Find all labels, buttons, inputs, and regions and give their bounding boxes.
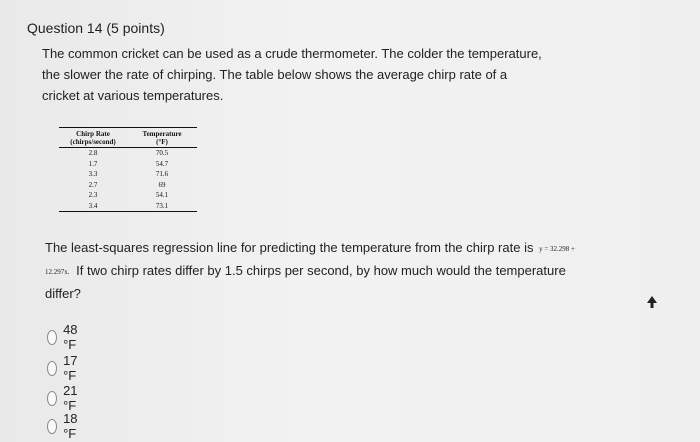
chirp-rate-cell: 3.4 xyxy=(59,201,127,212)
chirp-rate-cell: 1.7 xyxy=(88,159,98,168)
temperature-cell: 54.7 xyxy=(155,159,169,168)
table-row xyxy=(59,201,197,212)
table-row xyxy=(59,169,197,180)
option-17f[interactable] xyxy=(47,353,82,383)
table-row xyxy=(59,180,197,191)
chirp-rate-cell: 2.8 xyxy=(88,149,98,157)
option-label: 17 °F xyxy=(63,353,78,383)
temperature-cell: 70.5 xyxy=(155,149,169,157)
option-label: 21 °F xyxy=(63,383,78,413)
radio-button[interactable] xyxy=(47,361,57,376)
prompt-text-1: The least-squares regression line for predicting the temperature from the chirp rate is xyxy=(45,240,534,255)
question-header: Question 14 (5 points) xyxy=(27,20,165,36)
chirp-rate-cell: 2.3 xyxy=(88,191,98,199)
chirp-temperature-table xyxy=(59,127,197,212)
temperature-cell: 54.1 xyxy=(155,191,169,199)
option-48f[interactable] xyxy=(47,322,82,352)
chirp-rate-cell: 3.3 xyxy=(88,170,98,178)
prompt-text-2: If two chirp rates differ by 1.5 chirps per second, by how much would the temperature differ? xyxy=(45,263,566,301)
option-18f[interactable] xyxy=(47,411,82,441)
col-header-chirp-rate: Chirp Rate xyxy=(59,128,127,139)
col-header-temperature: Temperature xyxy=(127,128,197,139)
table-row xyxy=(59,148,197,159)
question-prompt xyxy=(45,237,585,305)
question-intro: The common cricket can be used as a crude thermometer. The colder the temperature, the slower the rate of chirping. The table below shows the average chirp rate of a cricket at various temperatures. xyxy=(42,46,542,103)
option-label: 48 °F xyxy=(63,322,78,352)
table-row xyxy=(59,190,197,201)
col-header-temperature-unit: (°F) xyxy=(127,138,197,148)
mouse-pointer-icon xyxy=(647,296,657,308)
col-header-chirp-unit: (chirps/second) xyxy=(59,138,127,148)
table-row xyxy=(59,159,197,170)
radio-button[interactable] xyxy=(47,419,57,434)
chirp-rate-cell: 2.7 xyxy=(88,180,98,189)
regression-equation: y = 32.298 + 12.297x. xyxy=(45,245,575,276)
radio-button[interactable] xyxy=(47,330,57,345)
option-label: 18 °F xyxy=(63,411,78,441)
temperature-cell: 71.6 xyxy=(155,170,169,178)
temperature-cell: 69 xyxy=(158,180,166,189)
option-21f[interactable] xyxy=(47,383,82,413)
radio-button[interactable] xyxy=(47,391,57,406)
temperature-cell: 73.1 xyxy=(127,201,197,212)
